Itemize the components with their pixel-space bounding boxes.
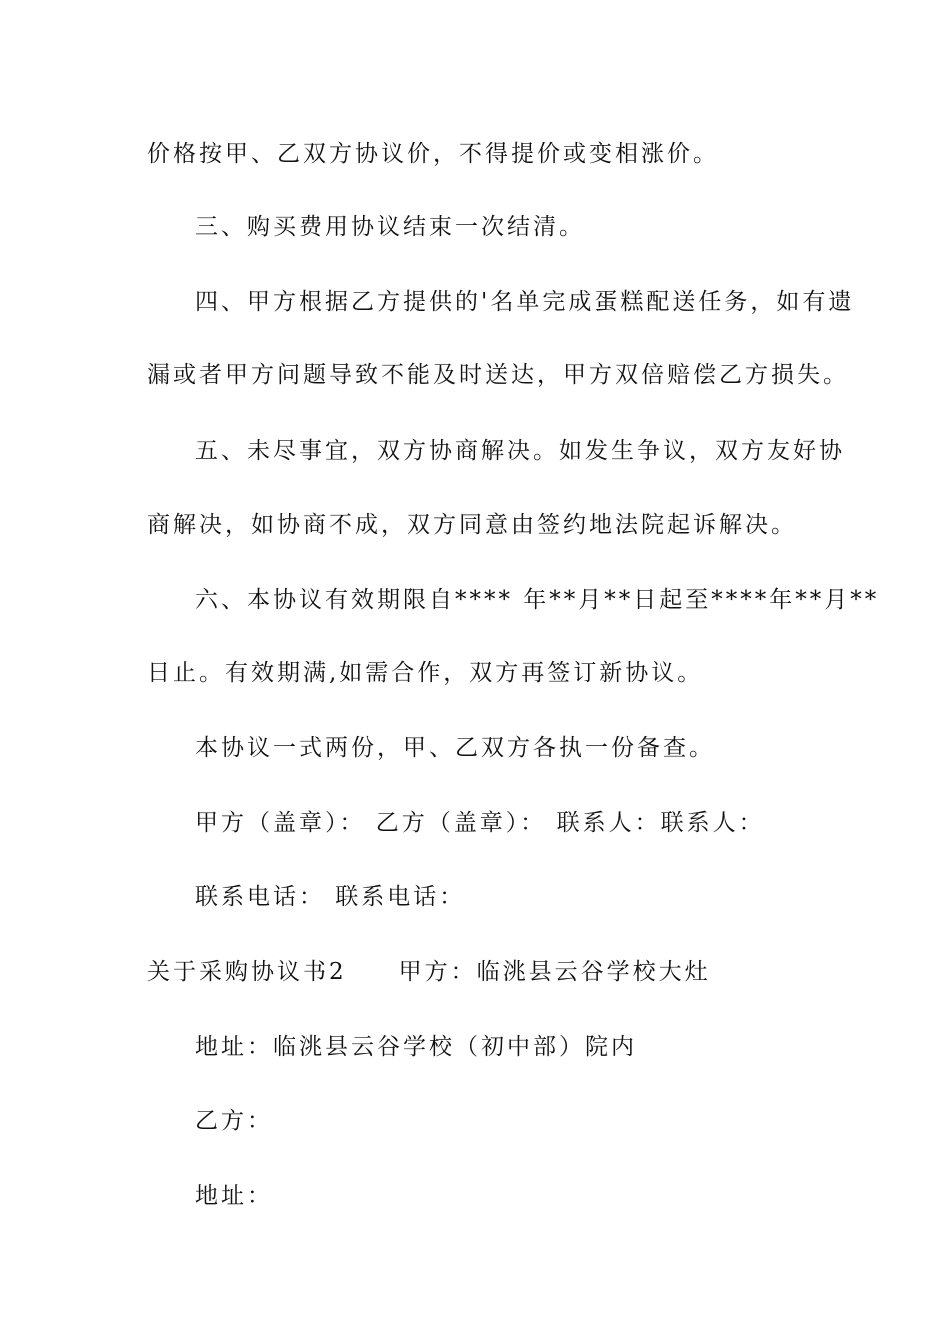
party-a-address: 地址：临洮县云谷学校（初中部）院内: [195, 1034, 637, 1060]
contact-phone-line: 联系电话： 联系电话：: [195, 884, 466, 910]
party-b-label: 乙方：: [195, 1108, 273, 1134]
agreement-two-heading: 关于采购协议书2 甲方：临洮县云谷学校大灶: [147, 959, 711, 985]
clause-six-line-2: 日止。有效期满,如需合作，双方再签订新协议。: [147, 660, 704, 686]
clause-five-line-1: 五、未尽事宜，双方协商解决。如发生争议，双方友好协: [195, 438, 845, 464]
clause-three: 三、购买费用协议结束一次结清。: [195, 214, 585, 240]
clause-four-line-1: 四、甲方根据乙方提供的'名单完成蛋糕配送任务，如有遗: [195, 289, 855, 315]
clause-five-line-2: 商解决，如协商不成，双方同意由签约地法院起诉解决。: [147, 512, 797, 538]
clause-six-line-1: 六、本协议有效期限自**** 年**月**日起至****年**月**: [195, 587, 880, 613]
party-b-address: 地址：: [195, 1183, 273, 1209]
clause-four-line-2: 漏或者甲方问题导致不能及时送达，甲方双倍赔偿乙方损失。: [147, 362, 849, 388]
copies-statement: 本协议一式两份，甲、乙双方各执一份备查。: [195, 735, 715, 761]
paragraph-line-price: 价格按甲、乙双方协议价，不得提价或变相涨价。: [147, 141, 719, 167]
signature-line: 甲方（盖章）： 乙方（盖章）： 联系人：联系人：: [195, 810, 765, 836]
